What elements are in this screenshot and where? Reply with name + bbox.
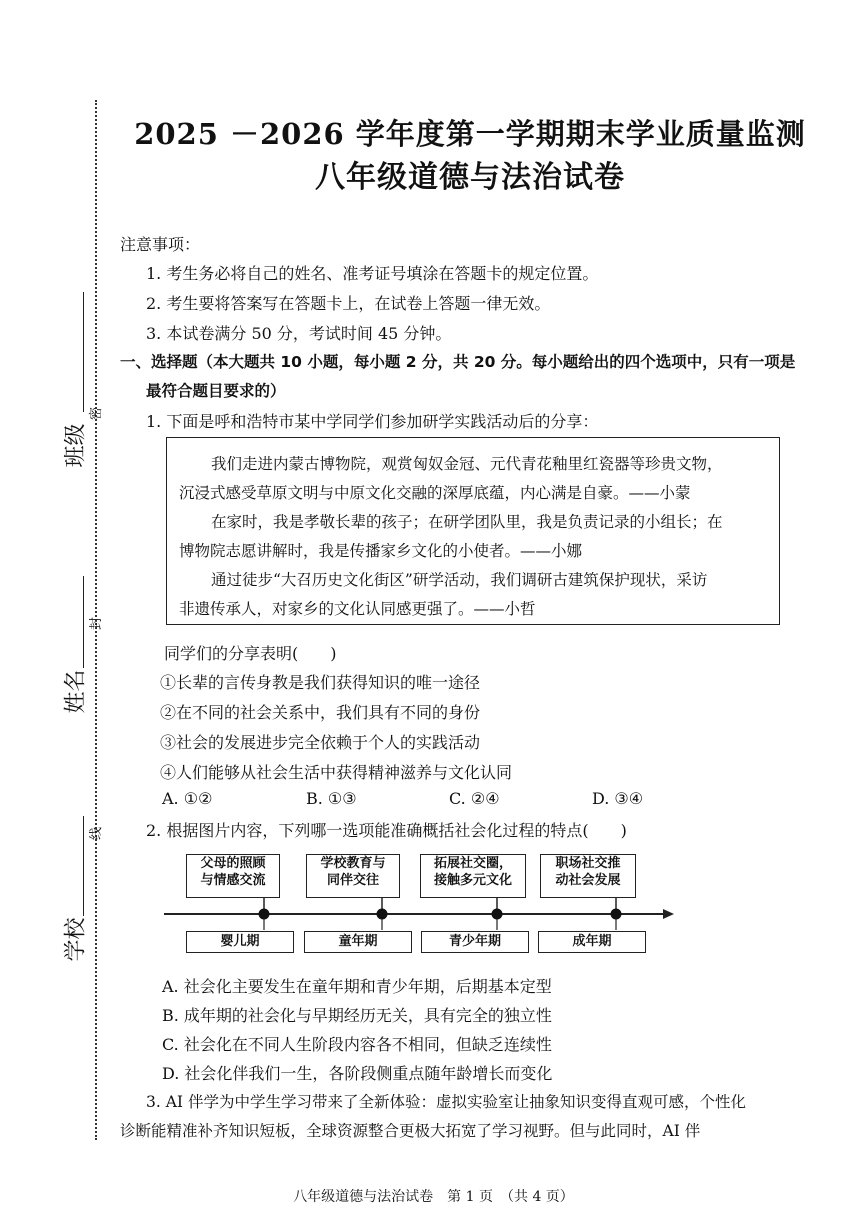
timeline-dot: [377, 909, 388, 920]
school-label: 学校: [63, 917, 89, 962]
q1-quote-line: 我们走进内蒙古博物院，观赏匈奴金冠、元代青花釉里红瓷器等珍贵文物，: [211, 455, 723, 473]
stage-infancy: 婴儿期: [186, 931, 294, 953]
q3-line-2: 诊断能精准补齐知识短板，全球资源整合更极大拓宽了学习视野。但与此同时，AI 伴: [120, 1122, 701, 1140]
class-underline: [83, 292, 84, 412]
class-label: 班级: [63, 423, 89, 468]
callout-text: 父母的照顾: [200, 856, 266, 871]
notice-item-1: 1. 考生务必将自己的姓名、准考证号填涂在答题卡的规定位置。: [146, 264, 599, 283]
q1-quote-box: [166, 437, 780, 625]
page-footer: 八年级道德与法治试卷 第 1 页 （共 4 页）: [293, 1189, 574, 1205]
callout-text: 学校教育与: [320, 856, 386, 871]
notice-heading: 注意事项：: [120, 235, 201, 254]
timeline-dot: [611, 909, 622, 920]
callout-text: 同伴交往: [326, 873, 379, 888]
q2-choice-c[interactable]: C. 社会化在不同人生阶段内容各不相同，但缺乏连续性: [162, 1035, 552, 1054]
callout-text: 接触多元文化: [433, 873, 512, 888]
q2-choice-d[interactable]: D. 社会化伴我们一生，各阶段侧重点随年龄增长而变化: [162, 1064, 553, 1083]
name-label: 姓名: [63, 669, 89, 714]
callout-infancy: [186, 854, 280, 898]
q1-quote-line: 非遗传承人，对家乡的文化认同感更强了。——小哲: [179, 600, 536, 618]
seal-mark-mi: 密: [89, 406, 105, 421]
q1-choice-a[interactable]: A. ①②: [162, 789, 213, 808]
q1-statement-4: ④人们能够从社会生活中获得精神滋养与文化认同: [160, 763, 513, 782]
q1-statement-2: ②在不同的社会关系中，我们具有不同的身份: [160, 703, 481, 722]
exam-title-line1: 2025 －2026 学年度第一学期期末学业质量监测: [134, 117, 806, 151]
q1-choice-d[interactable]: D. ③④: [592, 789, 644, 808]
q2-choice-a[interactable]: A. 社会化主要发生在童年期和青少年期，后期基本定型: [162, 977, 552, 996]
stage-adolescence: 青少年期: [421, 931, 529, 953]
exam-title-line2: 八年级道德与法治试卷: [315, 160, 625, 195]
q1-statement-1: ①长辈的言传身教是我们获得知识的唯一途径: [160, 673, 481, 692]
q2-choice-b[interactable]: B. 成年期的社会化与早期经历无关，具有完全的独立性: [162, 1006, 552, 1025]
timeline-arrowhead: [663, 909, 674, 919]
stage-adulthood: 成年期: [538, 931, 646, 953]
callout-text: 职场社交推: [555, 856, 621, 871]
notice-item-2: 2. 考生要将答案写在答题卡上，在试卷上答题一律无效。: [146, 294, 551, 313]
q1-statement-3: ③社会的发展进步完全依赖于个人的实践活动: [160, 733, 481, 752]
callout-text: 与情感交流: [200, 873, 266, 888]
q1-choice-c[interactable]: C. ②④: [449, 789, 500, 808]
section-heading-line1: 一、选择题（本大题共 10 小题，每小题 2 分，共 20 分。每小题给出的四个选项中，只有一项是: [120, 353, 796, 371]
name-underline: [83, 576, 84, 668]
q1-stem: 1. 下面是呼和浩特市某中学同学们参加研学实践活动后的分享：: [146, 412, 599, 431]
timeline-dot: [492, 909, 503, 920]
q1-choice-b[interactable]: B. ①③: [306, 789, 357, 808]
callout-adolescence: [420, 854, 526, 898]
timeline-dot: [259, 909, 270, 920]
q1-prompt: 同学们的分享表明( ): [164, 644, 337, 663]
stage-childhood: 童年期: [304, 931, 412, 953]
q1-quote-line: 沉浸式感受草原文明与中原文化交融的深厚底蕴，内心满是自豪。——小蒙: [179, 484, 691, 502]
q1-quote-line: 通过徒步“大召历史文化街区”研学活动，我们调研古建筑保护现状，采访: [211, 571, 708, 589]
callout-text: 拓展社交圈，: [433, 856, 512, 871]
section-heading-line2: 最符合题目要求的）: [146, 382, 286, 400]
callout-adulthood: [540, 854, 636, 898]
q2-stem: 2. 根据图片内容，下列哪一选项能准确概括社会化过程的特点( ): [146, 821, 627, 840]
seal-mark-feng: 封: [89, 616, 105, 631]
q3-line-1: 3. AI 伴学为中学生学习带来了全新体验：虚拟实验室让抽象知识变得直观可感，个性化: [146, 1093, 746, 1111]
q1-quote-line: 在家时，我是孝敬长辈的孩子；在研学团队里，我是负责记录的小组长；在: [211, 513, 723, 531]
callout-childhood: [306, 854, 400, 898]
seal-mark-xian: 线: [89, 826, 105, 841]
school-underline: [83, 816, 84, 916]
notice-item-3: 3. 本试卷满分 50 分，考试时间 45 分钟。: [146, 324, 452, 343]
callout-text: 动社会发展: [555, 873, 621, 888]
q1-quote-line: 博物院志愿讲解时，我是传播家乡文化的小使者。——小娜: [179, 542, 583, 560]
